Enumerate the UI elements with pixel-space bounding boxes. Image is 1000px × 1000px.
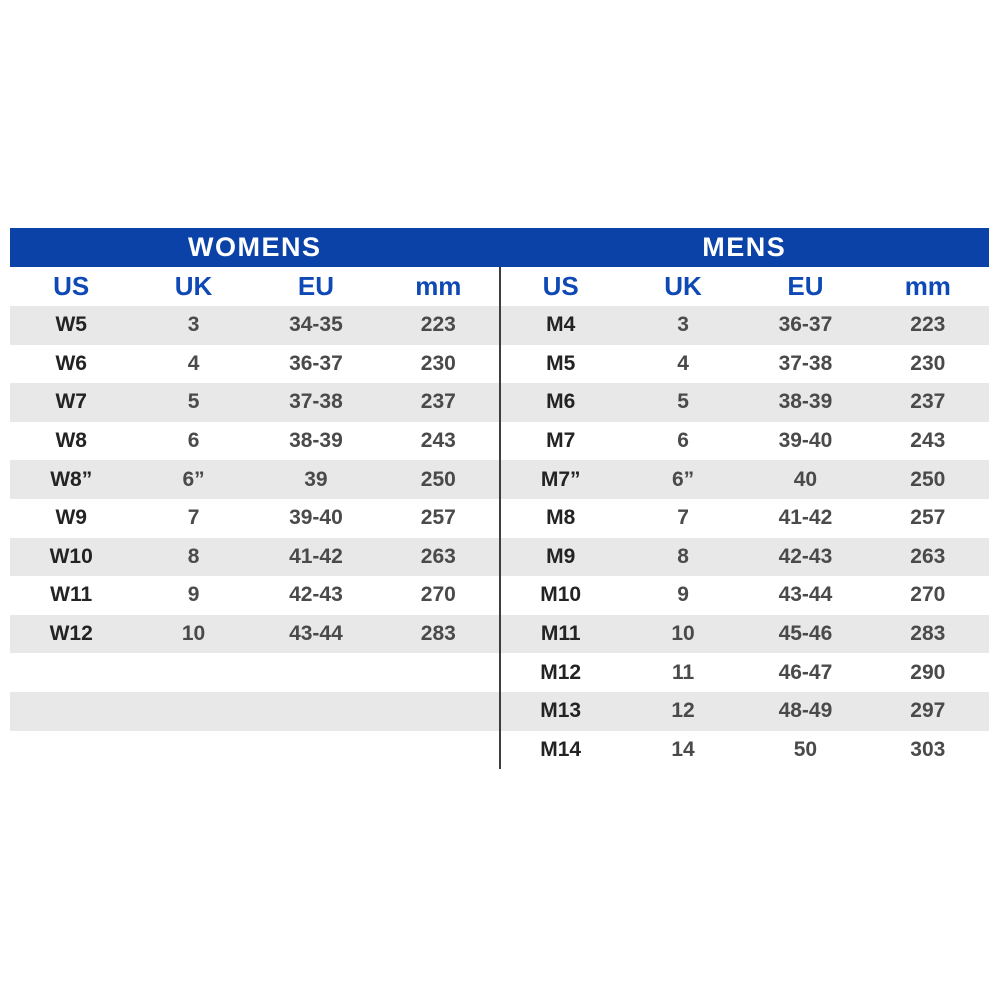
column-header-row [10,267,500,306]
column-header-row [500,267,990,306]
table-row [500,576,990,615]
table-cell: 37-38 [289,390,343,414]
table-cell: M12 [540,660,582,684]
table-cell: 270 [910,583,946,607]
table-row [500,615,990,654]
table-cell: M9 [546,544,576,568]
table-cell: 4 [677,351,689,375]
table-cell [377,653,499,692]
size-chart [10,228,989,769]
table-row [10,383,500,422]
table-cell: 270 [420,583,456,607]
table-cell: 37-38 [778,351,833,375]
table-cell: 41-42 [289,544,343,568]
table-cell: M14 [540,737,582,761]
table-cell: 46-47 [778,660,833,684]
table-cell: M11 [540,622,581,646]
table-cell: 237 [420,390,456,414]
table-cell: 36-37 [289,351,343,375]
column-header-us: US [542,271,579,301]
table-cell: W7 [55,390,87,414]
table-cell: 10 [181,622,206,646]
table-cell: M4 [546,313,576,337]
table-cell: 3 [677,313,689,337]
table-row [10,731,500,770]
table-cell: M13 [540,699,582,723]
table-cell [377,692,499,731]
table-cell: 10 [671,622,695,646]
table-cell: 7 [187,506,200,530]
table-cell: 5 [677,390,689,414]
table-cell: 223 [420,313,456,337]
table-cell [255,731,377,770]
table-cell: 6 [187,429,200,453]
table-cell: 7 [677,506,689,530]
table-cell: 6” [671,467,695,491]
table-cell: W5 [55,313,87,337]
table-row [10,538,500,577]
column-header-uk: UK [664,271,702,301]
table-cell: 263 [420,544,456,568]
table-cell: 36-37 [778,313,833,337]
table-cell [10,653,132,692]
table-cell [255,653,377,692]
table-row [10,499,500,538]
table-cell: 257 [420,506,456,530]
table-cell: 223 [910,313,946,337]
table-cell: W8” [50,467,93,491]
column-header-us: US [53,271,90,301]
table-cell: 41-42 [778,506,833,530]
size-chart-title-bar [10,228,989,267]
table-row [10,460,500,499]
table-cell: 290 [910,660,946,684]
table-cell: 4 [187,351,200,375]
table-cell: 243 [420,429,456,453]
table-cell: M7 [546,429,576,453]
table-row [10,653,500,692]
table-cell: 38-39 [289,429,343,453]
table-cell: W9 [55,506,87,530]
table-cell: 283 [910,622,946,646]
mens-table [500,267,990,769]
table-cell: 42-43 [778,544,833,568]
table-cell: 39 [304,467,328,491]
table-cell [132,731,254,770]
table-row [500,499,990,538]
table-row [10,576,500,615]
table-cell: W6 [55,351,87,375]
table-cell: 6 [677,429,689,453]
table-cell [255,692,377,731]
table-row [500,731,990,770]
table-cell: 5 [187,390,200,414]
table-row [500,653,990,692]
table-cell [132,653,254,692]
table-cell: 40 [793,467,818,491]
table-cell: 11 [671,660,695,684]
table-row [500,460,990,499]
table-row [10,422,500,461]
table-row [500,422,990,461]
table-cell [132,692,254,731]
table-cell: W10 [49,544,93,568]
table-cell: 12 [671,699,695,723]
table-row [500,345,990,384]
table-cell: 8 [677,544,689,568]
womens-table [10,267,500,769]
table-row [10,345,500,384]
table-cell: 38-39 [778,390,833,414]
table-row [10,692,500,731]
table-cell: 230 [420,351,456,375]
table-cell: 43-44 [778,583,833,607]
table-cell: 42-43 [289,583,343,607]
table-cell: 43-44 [289,622,343,646]
table-cell: 257 [910,506,946,530]
table-cell: 237 [910,390,946,414]
table-cell: 6” [182,467,205,491]
table-cell: M10 [540,583,582,607]
column-header-eu: EU [787,271,824,301]
size-chart-body [10,267,989,769]
table-cell: 3 [187,313,200,337]
table-row [10,615,500,654]
table-row [500,538,990,577]
table-cell: W12 [49,622,93,646]
table-row [10,306,500,345]
table-cell: 39-40 [289,506,343,530]
table-cell: 39-40 [778,429,833,453]
table-cell [377,731,499,770]
table-cell: W8 [55,429,87,453]
mens-table-title: MENS [702,232,787,262]
table-row [500,383,990,422]
table-cell: 45-46 [778,622,833,646]
table-cell: 14 [671,737,695,761]
table-cell [10,731,132,770]
table-cell: M8 [546,506,576,530]
column-header-mm: mm [415,271,462,301]
womens-table-title: WOMENS [188,232,322,262]
table-divider [499,267,501,769]
table-cell [10,692,132,731]
table-cell: W11 [50,583,93,607]
table-cell: 9 [187,583,200,607]
table-cell: 8 [187,544,200,568]
table-cell: 263 [910,544,946,568]
table-cell: 250 [420,467,456,491]
table-cell: 230 [910,351,946,375]
table-row [500,692,990,731]
table-cell: 9 [677,583,689,607]
table-cell: 48-49 [778,699,833,723]
table-cell: 283 [420,622,456,646]
table-cell: 50 [793,737,818,761]
table-cell: 297 [910,699,946,723]
table-cell: 243 [910,429,946,453]
table-cell: M5 [546,351,576,375]
table-cell: M6 [546,390,576,414]
column-header-mm: mm [904,271,951,301]
table-cell: 34-35 [289,313,343,337]
table-row [500,306,990,345]
column-header-uk: UK [174,271,213,301]
column-header-eu: EU [297,271,334,301]
table-cell: M7” [540,467,581,491]
table-cell: 250 [910,467,946,491]
table-cell: 303 [910,737,946,761]
